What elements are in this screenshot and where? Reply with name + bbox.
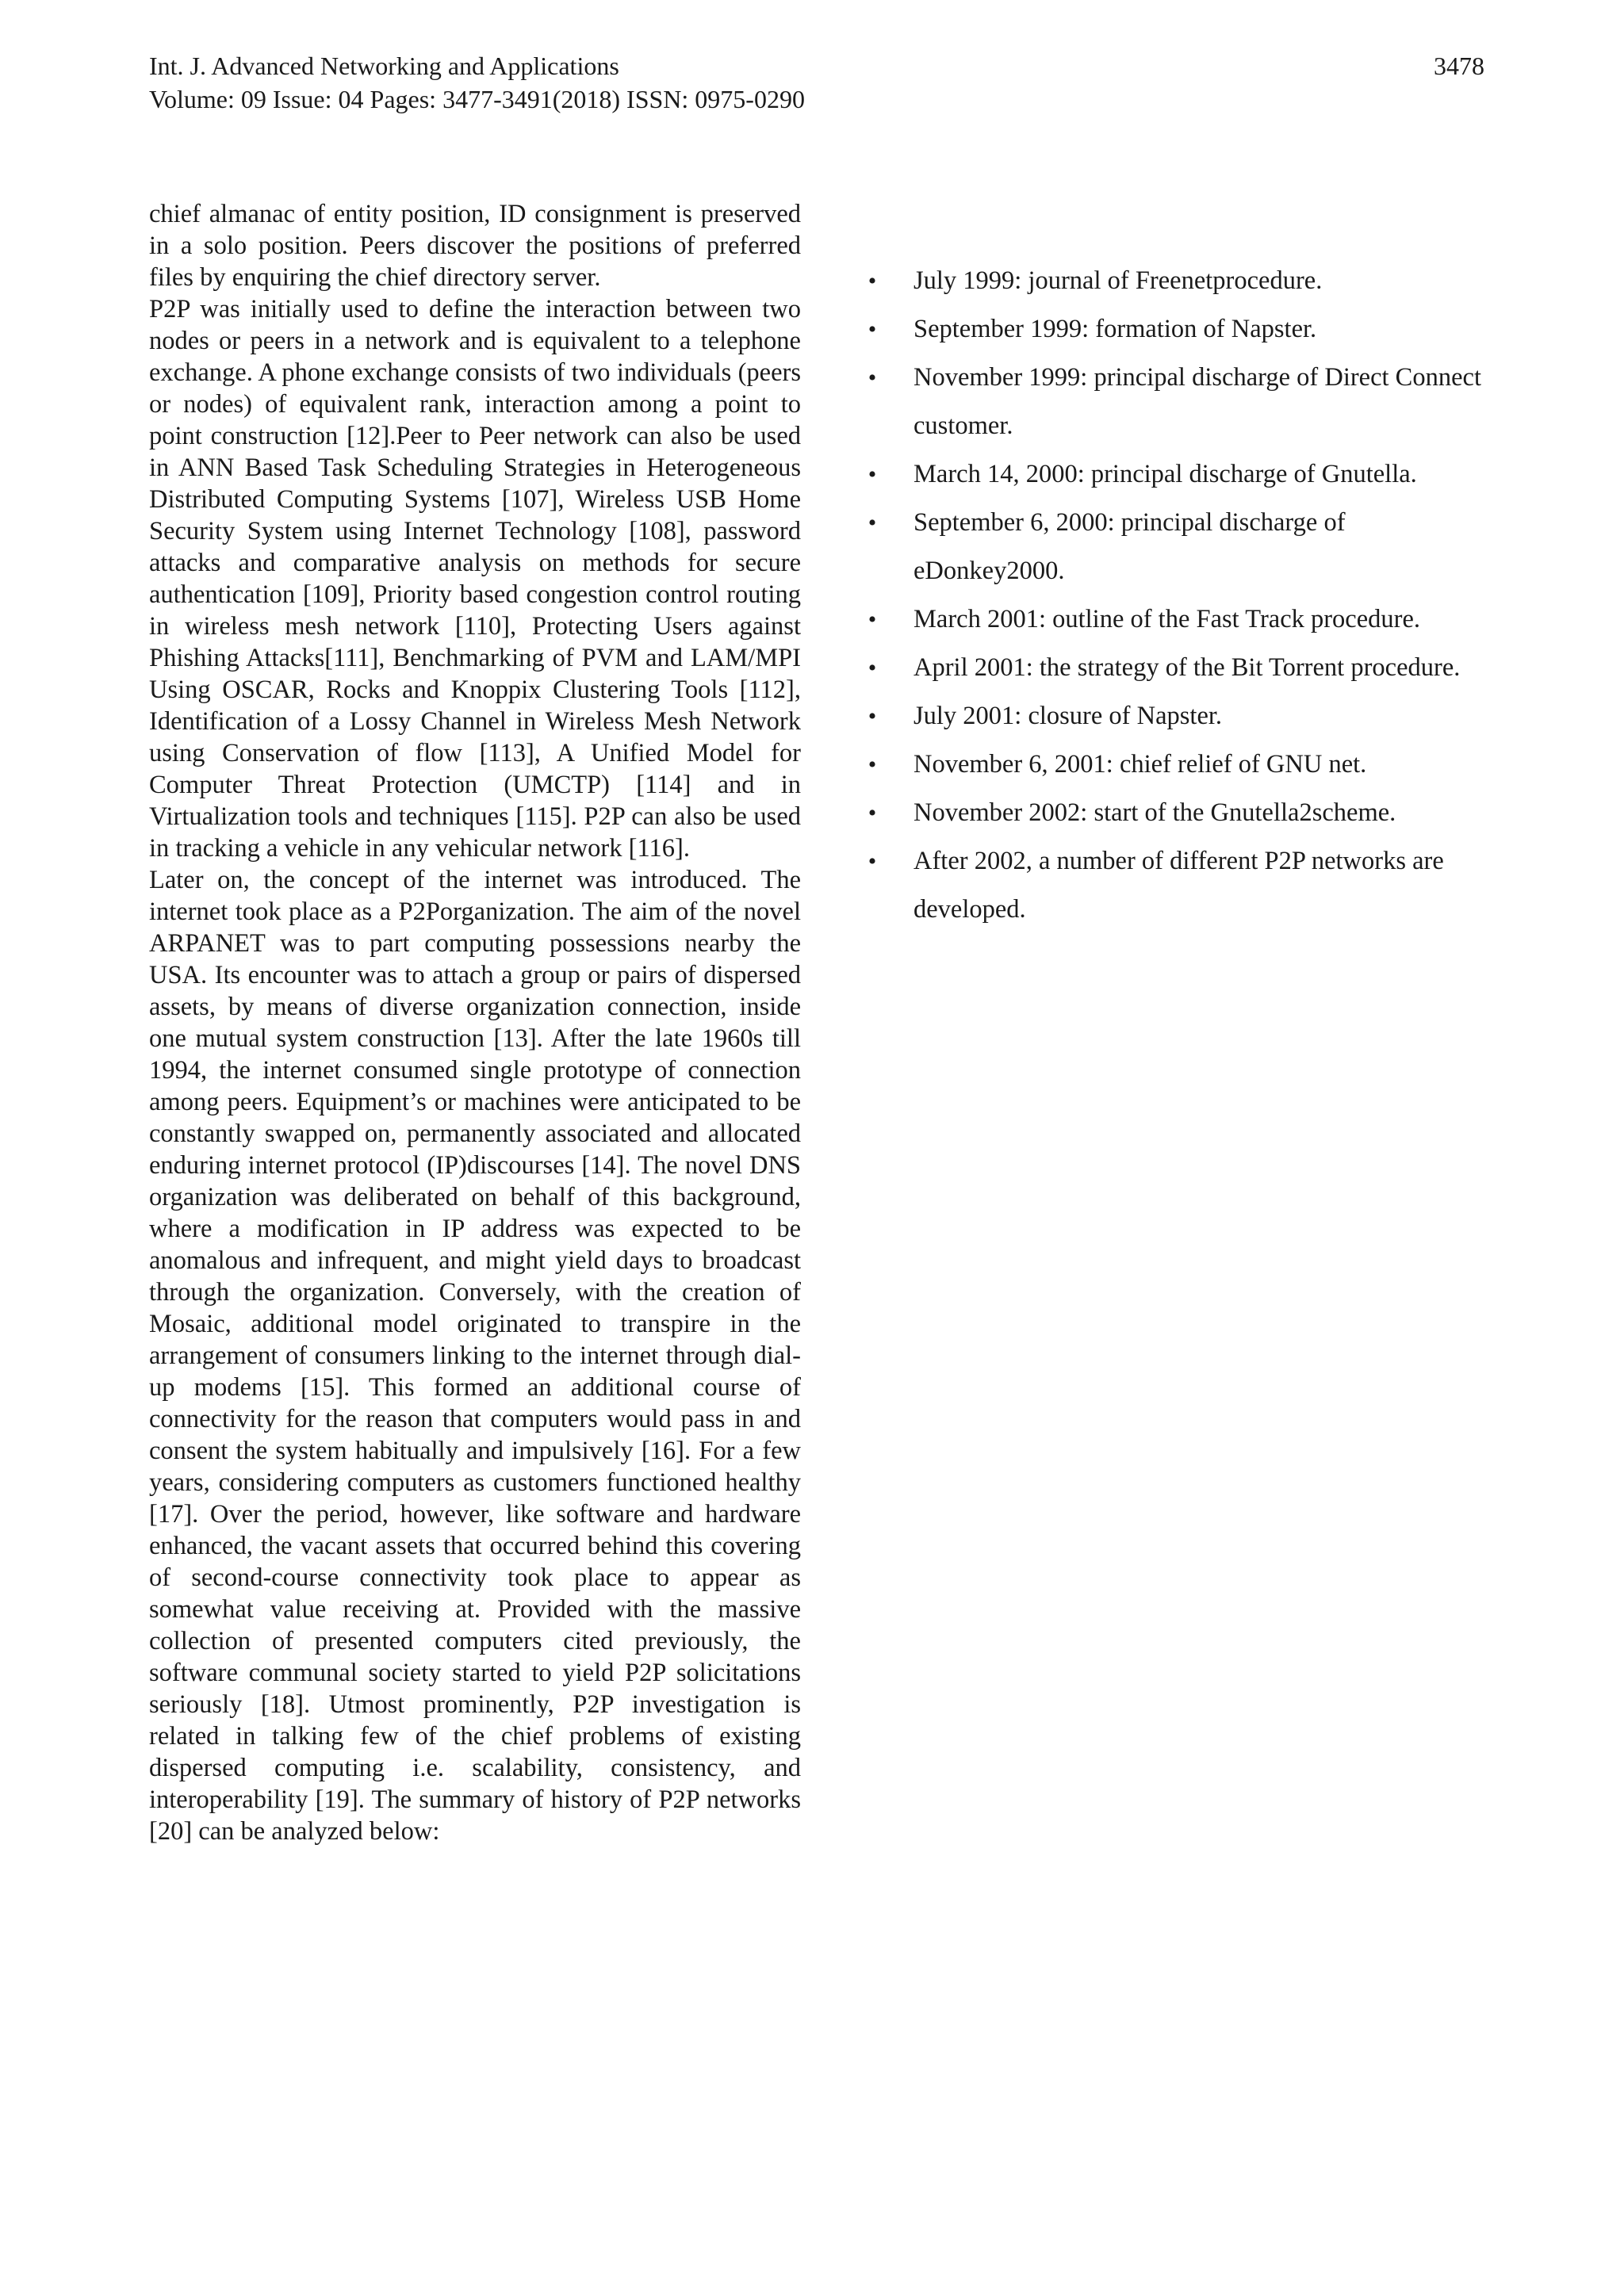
right-column: [864, 257, 1499, 934]
list-item: [864, 789, 1499, 837]
bullet-icon: •: [868, 655, 877, 681]
history-list: [864, 257, 1499, 934]
list-item-text: March 2001: outline of the Fast Track procedure.: [914, 605, 1421, 633]
list-item-text: November 2002: start of the Gnutella2scheme.: [914, 798, 1396, 827]
list-item-text: September 6, 2000: principal discharge of eDonkey2000.: [914, 508, 1346, 585]
list-item: [864, 740, 1499, 789]
body-paragraph: P2P was initially used to define the interaction between two nodes or peers in a network and is equivalent to a telephone exchange. A phone exchange consists of two individuals (peers or nodes) of equivalent rank, interaction among a point to point construction [12].Peer to Peer network can also be used in ANN Based Task Scheduling Strategies in Heterogeneous Distributed Computing Systems [107], Wireless USB Home Security System using Internet Technology [108], password attacks and comparative analysis on methods for secure authentication [109], Priority based congestion control routing in wireless mesh network [110], Protecting Users against Phishing Attacks[111], Benchmarking of PVM and LAM/MPI Using OSCAR, Rocks and Knoppix Clustering Tools [112], Identification of a Lossy Channel in Wireless Mesh Network using Conservation of flow [113], A Unified Model for Computer Threat Protection (UMCTP) [114] and in Virtualization tools and techniques [115]. P2P can also be used in tracking a vehicle in any vehicular network [116].: [149, 295, 801, 863]
bullet-icon: •: [868, 752, 877, 778]
bullet-icon: •: [868, 268, 877, 294]
body-paragraph: chief almanac of entity position, ID consignment is preserved in a solo position. Peers discover the positions of preferred files by enquiring the chief directory server.: [149, 200, 801, 292]
bullet-icon: •: [868, 365, 877, 391]
bullet-icon: •: [868, 800, 877, 826]
list-item-text: July 2001: closure of Napster.: [914, 702, 1223, 730]
list-item-text: April 2001: the strategy of the Bit Torrent procedure.: [914, 653, 1461, 682]
body-paragraph: Later on, the concept of the internet was introduced. The internet took place as a P2Porganization. The aim of the novel ARPANET was to part computing possessions nearby the USA. Its encounter was to attach a group or pairs of dispersed assets, by means of diverse organization connection, inside one mutual system construction [13]. After the late 1960s till 1994, the internet consumed single prototype of connection among peers. Equipment’s or machines were anticipated to be constantly swapped on, permanently associated and allocated enduring internet protocol (IP)discourses [14]. The novel DNS organization was deliberated on behalf of this background, where a modification in IP address was expected to be anomalous and infrequent, and might yield days to broadcast through the organization. Conversely, with the creation of Mosaic, additional model originated to transpire in the arrangement of consumers linking to the internet through dial-up modems [15]. This formed an additional course of connectivity for the reason that computers would pass in and consent the system habitually and impulsively [16]. For a few years, considering computers as customers functioned healthy [17]. Over the period, however, like software and hardware enhanced, the vacant assets that occurred behind this covering of second-course connectivity took place to appear as somewhat value receiving at. Provided with the massive collection of presented computers cited previously, the software communal society started to yield P2P solicitations seriously [18]. Utmost prominently, P2P investigation is related in talking few of the chief problems of existing dispersed computing i.e. scalability, consistency, and interoperability [19]. The summary of history of P2P networks [20] can be analyzed below:: [149, 866, 801, 1846]
bullet-icon: •: [868, 703, 877, 729]
list-item: [864, 450, 1499, 499]
list-item-text: After 2002, a number of different P2P networks are developed.: [914, 847, 1444, 924]
list-item-text: November 1999: principal discharge of Direct Connect customer.: [914, 363, 1481, 440]
volume-info: Volume: 09 Issue: 04 Pages: 3477-3491(2018) ISSN: 0975-0290: [149, 85, 805, 113]
list-item: [864, 257, 1499, 305]
bullet-icon: •: [868, 848, 877, 874]
list-item-text: September 1999: formation of Napster.: [914, 315, 1317, 343]
list-item: [864, 499, 1499, 595]
bullet-icon: •: [868, 461, 877, 488]
list-item: [864, 305, 1499, 354]
journal-title: Int. J. Advanced Networking and Applications: [149, 52, 619, 80]
list-item: [864, 837, 1499, 934]
bullet-icon: •: [868, 510, 877, 536]
left-column: [149, 198, 801, 1847]
page-header: [149, 49, 1484, 116]
list-item: [864, 354, 1499, 450]
list-item: [864, 692, 1499, 740]
bullet-icon: •: [868, 316, 877, 342]
list-item: [864, 595, 1499, 644]
list-item: [864, 644, 1499, 692]
bullet-icon: •: [868, 607, 877, 633]
page-number: 3478: [1434, 52, 1484, 80]
list-item-text: March 14, 2000: principal discharge of Gnutella.: [914, 460, 1417, 488]
list-item-text: July 1999: journal of Freenetprocedure.: [914, 266, 1323, 295]
list-item-text: November 6, 2001: chief relief of GNU net.: [914, 750, 1367, 779]
